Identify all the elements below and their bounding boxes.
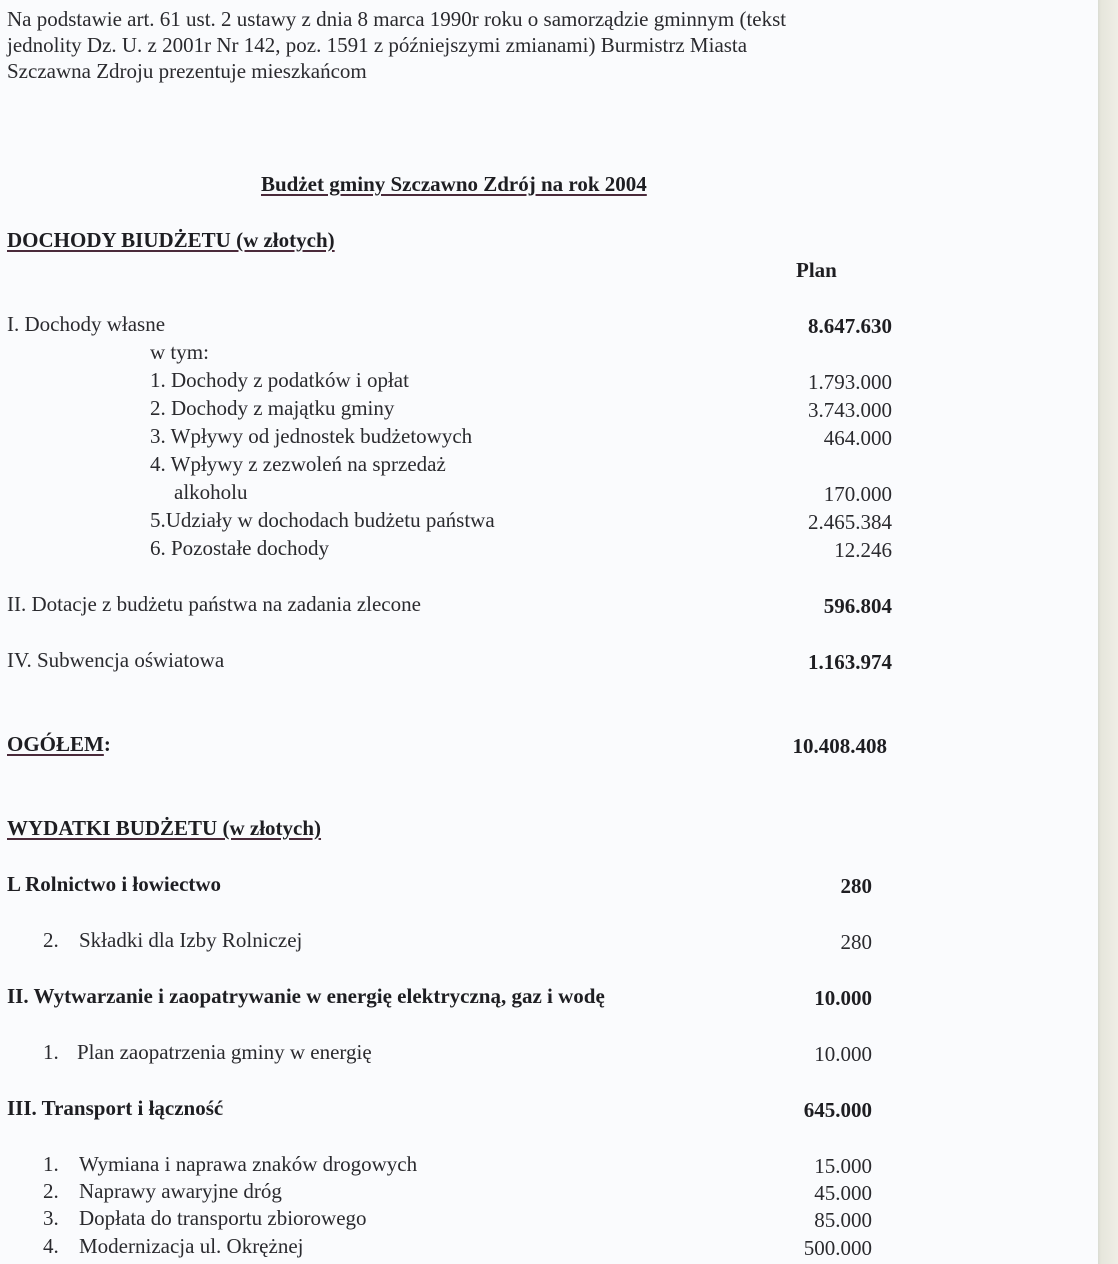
document-title: Budżet gminy Szczawno Zdrój na rok 2004 <box>261 172 647 196</box>
plan-column-label: Plan <box>796 258 837 282</box>
expense-section-label: II. Wytwarzanie i zaopatrywanie w energię elektryczną, gaz i wodę <box>7 984 605 1008</box>
expense-item-number: 2. <box>43 1179 59 1203</box>
income-item-label: 4. Wpływy z zezwoleń na sprzedaż <box>150 452 446 476</box>
income-total-label <box>7 732 111 756</box>
income-item-value: 12.246 <box>834 538 892 562</box>
income-item-label: 5.Udziały w dochodach budżetu państwa <box>150 508 495 532</box>
income-total-text: OGÓŁEM <box>7 732 104 756</box>
income-total-colon: : <box>103 732 111 756</box>
expense-section-value: 645.000 <box>803 1098 872 1122</box>
expense-section-label: L Rolnictwo i łowiectwo <box>7 872 222 896</box>
income-item-value: 464.000 <box>823 426 892 450</box>
expense-item-number: 2. <box>43 928 59 952</box>
income-item-value: 3.743.000 <box>808 398 892 422</box>
income-item-value: 170.000 <box>823 482 892 506</box>
income-heading: DOCHODY BIUDŻETU (w złotych) <box>7 228 335 252</box>
expense-item-number: 4. <box>43 1234 59 1258</box>
income-grants-label: II. Dotacje z budżetu państwa na zadania zlecone <box>7 592 421 616</box>
income-item-value: 1.793.000 <box>808 370 892 394</box>
expense-item-value: 45.000 <box>814 1181 872 1205</box>
income-item-value: 2.465.384 <box>808 510 892 534</box>
expense-item-label: Modernizacja ul. Okrężnej <box>79 1234 304 1258</box>
expense-item-label: Plan zaopatrzenia gminy w energię <box>77 1040 372 1064</box>
income-item-label: 2. Dochody z majątku gminy <box>150 396 395 420</box>
intro-paragraph <box>7 6 947 84</box>
income-subsidy-label: IV. Subwencja oświatowa <box>7 648 225 672</box>
expense-item-label: Składki dla Izby Rolniczej <box>79 928 303 952</box>
expense-item-number: 3. <box>43 1206 59 1230</box>
income-item-label: 3. Wpływy od jednostek budżetowych <box>150 424 473 448</box>
expense-section-value: 10.000 <box>814 986 872 1010</box>
expense-item-value: 85.000 <box>814 1208 872 1232</box>
expense-item-number: 1. <box>43 1040 59 1064</box>
expense-item-value: 15.000 <box>814 1154 872 1178</box>
expense-section-value: 280 <box>840 874 872 898</box>
expense-item-label: Naprawy awaryjne dróg <box>79 1179 282 1203</box>
income-subsidy-value: 1.163.974 <box>808 650 892 674</box>
expenses-heading: WYDATKI BUDŻETU (w złotych) <box>7 816 322 840</box>
expense-item-label: Dopłata do transportu zbiorowego <box>79 1206 367 1230</box>
income-grants-value: 596.804 <box>823 594 892 618</box>
income-total-value: 10.408.408 <box>792 734 887 758</box>
expense-item-label: Wymiana i naprawa znaków drogowych <box>79 1152 418 1176</box>
intro-line: jednolity Dz. U. z 2001r Nr 142, poz. 1591 z późniejszymi zmianami) Burmistrz Miasta <box>7 33 748 57</box>
expense-item-value: 280 <box>840 930 872 954</box>
expense-item-number: 1. <box>43 1152 59 1176</box>
expense-item-value: 500.000 <box>803 1236 872 1260</box>
income-item-label: 1. Dochody z podatków i opłat <box>150 368 409 392</box>
income-sub-label: w tym: <box>150 340 209 364</box>
income-own-label: I. Dochody własne <box>7 312 166 336</box>
income-own-value: 8.647.630 <box>808 314 892 338</box>
income-item-label: 6. Pozostałe dochody <box>150 536 330 560</box>
scan-page-edge <box>1098 0 1118 1264</box>
intro-line: Szczawna Zdroju prezentuje mieszkańcom <box>7 59 367 83</box>
expense-item-value: 10.000 <box>814 1042 872 1066</box>
intro-line: Na podstawie art. 61 ust. 2 ustawy z dnia 8 marca 1990r roku o samorządzie gminnym (tekst <box>7 7 787 31</box>
expense-section-label: III. Transport i łączność <box>7 1096 224 1120</box>
income-item-label-cont: alkoholu <box>174 480 248 504</box>
